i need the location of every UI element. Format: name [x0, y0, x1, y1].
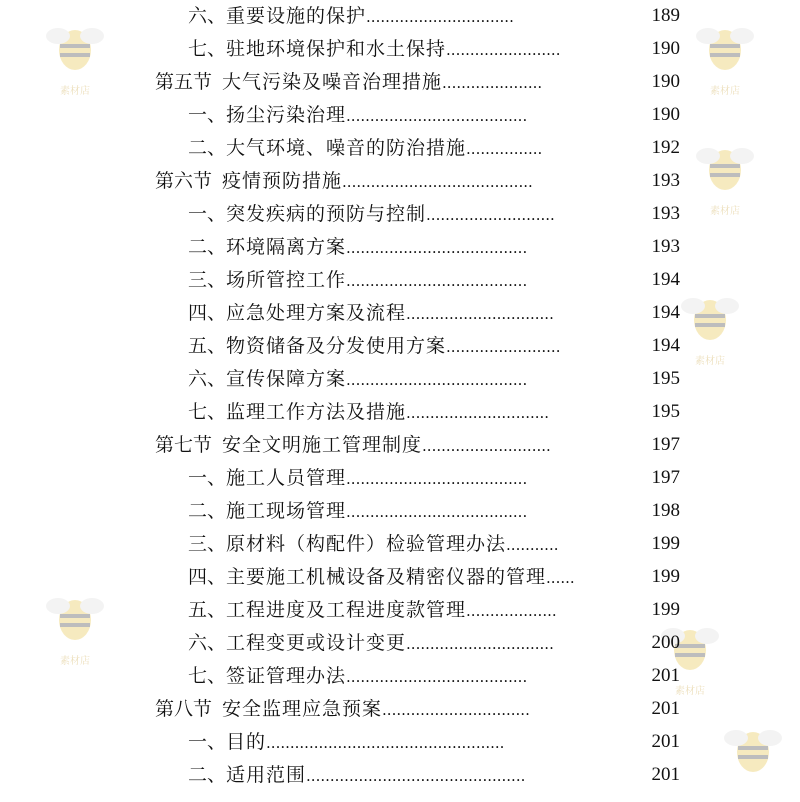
toc-entry-number: 三、: [188, 533, 227, 555]
toc-entry[interactable]: [188, 594, 557, 626]
dot-leader: ..............................................: [306, 767, 526, 785]
bee-logo-icon: 素材店: [40, 590, 110, 670]
dot-leader: ......................................: [346, 503, 528, 521]
toc-entry-title: 大气环境、噪音的防治措施: [226, 137, 467, 159]
toc-entry[interactable]: [188, 660, 527, 692]
dot-leader: ...............................: [406, 635, 554, 653]
toc-entry-title: 应急处理方案及流程: [226, 302, 407, 324]
toc-entry-number: 二、: [188, 137, 227, 159]
toc-entry-title: 施工现场管理: [226, 500, 347, 522]
toc-page-number: 192: [651, 137, 680, 158]
bee-logo-icon: 素材店: [690, 140, 760, 220]
toc-page-number: 189: [651, 5, 680, 26]
toc-entry[interactable]: [188, 231, 527, 263]
toc-page-number: 194: [651, 335, 680, 356]
dot-leader: ...............................: [382, 701, 530, 719]
toc-entry-title: 宣传保障方案: [226, 368, 347, 390]
bee-logo-icon: 素材店: [690, 20, 760, 100]
toc-page-number: 199: [651, 533, 680, 554]
toc-entry[interactable]: [188, 297, 554, 329]
toc-page-number: 201: [651, 764, 680, 785]
toc-entry[interactable]: [188, 759, 525, 791]
toc-page-number: 197: [651, 467, 680, 488]
toc-entry-title: 扬尘污染治理: [226, 104, 347, 126]
toc-entry-number: 一、: [188, 203, 227, 225]
toc-entry-number: 第六节: [155, 170, 213, 192]
toc-entry-title: 环境隔离方案: [226, 236, 347, 258]
dot-leader: ................: [466, 140, 543, 158]
dot-leader: ...................: [466, 602, 557, 620]
toc-entry-title: 施工人员管理: [226, 467, 347, 489]
toc-page-number: 190: [651, 71, 680, 92]
dot-leader: .....................: [442, 74, 543, 92]
toc-entry[interactable]: [188, 396, 549, 428]
dot-leader: ......................................: [346, 470, 528, 488]
dot-leader: ......: [546, 569, 575, 587]
toc-page-number: 195: [651, 368, 680, 389]
toc-entry[interactable]: [188, 264, 527, 296]
toc-entry-title: 适用范围: [226, 764, 307, 786]
toc-entry[interactable]: [188, 462, 527, 494]
toc-entry[interactable]: [188, 33, 560, 65]
toc-page-number: 193: [651, 203, 680, 224]
toc-entry-title: 场所管控工作: [226, 269, 347, 291]
dot-leader: ......................................: [346, 107, 528, 125]
toc-page-number: 194: [651, 302, 680, 323]
toc-entry-number: 第五节: [155, 71, 213, 93]
toc-entry-number: 二、: [188, 500, 227, 522]
toc-page-number: 197: [651, 434, 680, 455]
toc-entry-title: 工程变更或设计变更: [226, 632, 407, 654]
dot-leader: ......................................: [346, 371, 528, 389]
toc-entry[interactable]: [155, 165, 533, 197]
toc-page-number: 200: [651, 632, 680, 653]
toc-entry-title: 主要施工机械设备及精密仪器的管理: [226, 566, 547, 588]
toc-entry[interactable]: [188, 495, 527, 527]
bee-logo-icon: 素材店: [40, 20, 110, 100]
dot-leader: ...........................: [426, 206, 555, 224]
toc-page-number: 193: [651, 170, 680, 191]
toc-entry-title: 工程进度及工程进度款管理: [226, 599, 467, 621]
dot-leader: ......................................: [346, 272, 528, 290]
toc-entry-number: 五、: [188, 335, 227, 357]
toc-entry-number: 七、: [188, 38, 227, 60]
toc-page-number: 190: [651, 38, 680, 59]
dot-leader: ..................................................: [266, 734, 505, 752]
bee-logo-icon: 素材店: [655, 620, 725, 700]
toc-page-number: 195: [651, 401, 680, 422]
toc-entry-title: 目的: [226, 731, 267, 753]
dot-leader: ...........................: [422, 437, 551, 455]
dot-leader: ......................................: [346, 239, 528, 257]
dot-leader: ..............................: [406, 404, 550, 422]
toc-entry-number: 七、: [188, 401, 227, 423]
toc-entry-title: 突发疾病的预防与控制: [226, 203, 427, 225]
toc-entry[interactable]: [188, 627, 554, 659]
toc-entry[interactable]: [155, 693, 530, 725]
toc-page-number: 194: [651, 269, 680, 290]
toc-entry[interactable]: [155, 66, 542, 98]
toc-entry-number: 第八节: [155, 698, 213, 720]
toc-entry-title: 安全监理应急预案: [222, 698, 383, 720]
toc-entry-title: 签证管理办法: [226, 665, 347, 687]
dot-leader: ......................................: [346, 668, 528, 686]
toc-entry-title: 驻地环境保护和水土保持: [226, 38, 447, 60]
dot-leader: ........................: [446, 41, 561, 59]
toc-page-number: 201: [651, 698, 680, 719]
toc-entry[interactable]: [188, 99, 527, 131]
toc-entry-number: 一、: [188, 467, 227, 489]
toc-page-number: 199: [651, 599, 680, 620]
toc-entry-title: 重要设施的保护: [226, 5, 367, 27]
toc-page-number: 201: [651, 665, 680, 686]
toc-entry-number: 四、: [188, 302, 227, 324]
toc-entry-title: 物资储备及分发使用方案: [226, 335, 447, 357]
toc-entry[interactable]: [188, 528, 558, 560]
toc-entry[interactable]: [188, 363, 527, 395]
toc-entry[interactable]: [188, 726, 504, 758]
toc-entry[interactable]: [188, 0, 514, 32]
toc-entry-number: 六、: [188, 632, 227, 654]
dot-leader: ...............................: [366, 8, 514, 26]
toc-page-number: 190: [651, 104, 680, 125]
toc-entry[interactable]: [188, 561, 575, 593]
toc-entry-title: 原材料（构配件）检验管理办法: [226, 533, 507, 555]
toc-entry-number: 第七节: [155, 434, 213, 456]
bee-logo-icon: 素材店: [675, 290, 745, 370]
toc-entry[interactable]: [188, 198, 555, 230]
toc-entry-number: 二、: [188, 236, 227, 258]
toc-entry-number: 六、: [188, 5, 227, 27]
toc-page-number: 193: [651, 236, 680, 257]
dot-leader: ...........: [506, 536, 559, 554]
toc-page-number: 201: [651, 731, 680, 752]
toc-entry-number: 二、: [188, 764, 227, 786]
toc-entry-number: 七、: [188, 665, 227, 687]
toc-entry[interactable]: [188, 132, 542, 164]
toc-page-number: 198: [651, 500, 680, 521]
toc-entry-title: 安全文明施工管理制度: [222, 434, 423, 456]
toc-entry[interactable]: [155, 429, 551, 461]
toc-entry-number: 一、: [188, 104, 227, 126]
toc-entry[interactable]: [188, 330, 560, 362]
toc-entry-number: 一、: [188, 731, 227, 753]
dot-leader: ........................: [446, 338, 561, 356]
toc-page-number: 199: [651, 566, 680, 587]
dot-leader: ...............................: [406, 305, 554, 323]
toc-entry-number: 四、: [188, 566, 227, 588]
toc-entry-number: 五、: [188, 599, 227, 621]
bee-logo-icon: [718, 722, 788, 802]
toc-entry-title: 大气污染及噪音治理措施: [222, 71, 443, 93]
toc-entry-title: 监理工作方法及措施: [226, 401, 407, 423]
dot-leader: ........................................: [342, 173, 533, 191]
toc-entry-number: 三、: [188, 269, 227, 291]
toc-entry-title: 疫情预防措施: [222, 170, 343, 192]
toc-entry-number: 六、: [188, 368, 227, 390]
